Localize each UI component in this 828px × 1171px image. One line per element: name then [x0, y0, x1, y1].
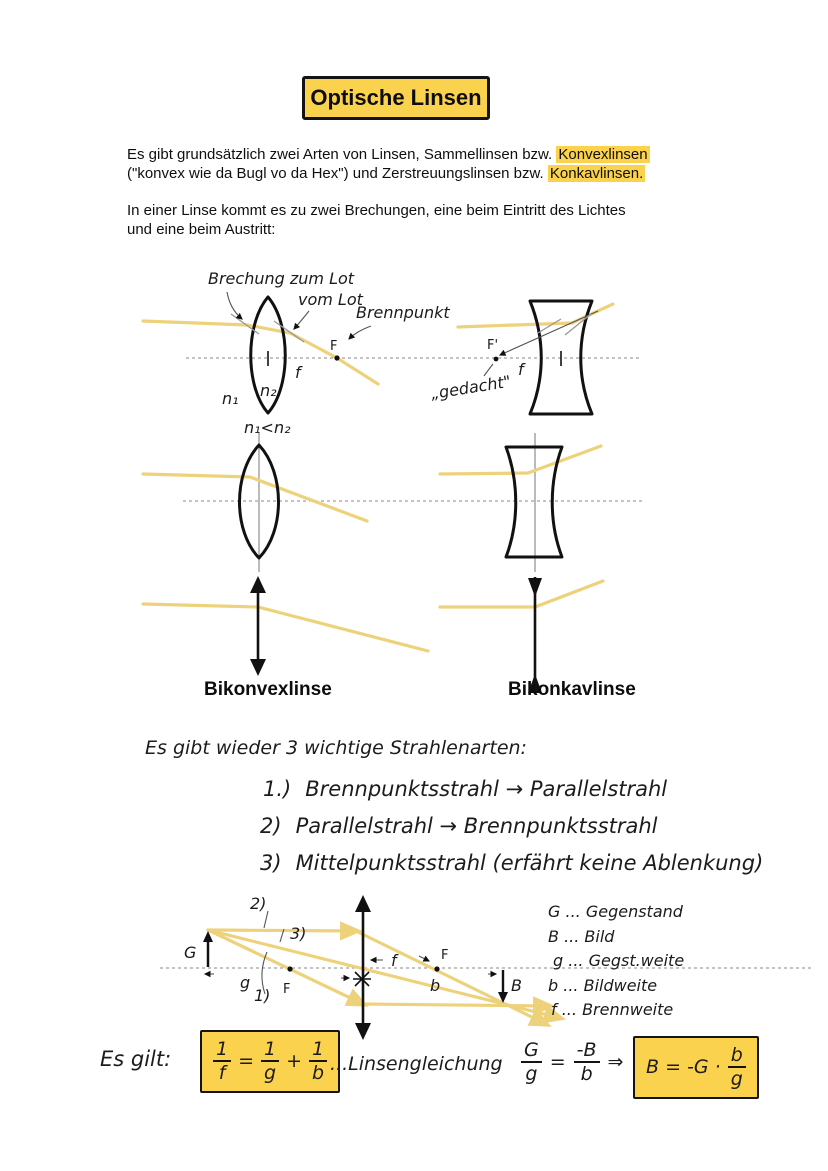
n2-label: n₂	[260, 381, 277, 400]
fraction-1-f: $\frac{1}{f}$	[213, 1039, 231, 1084]
n1-label: n₁	[222, 389, 239, 408]
legend-line: b ... Bildweite	[548, 976, 658, 995]
intro-p2-text2: und eine beim Austritt:	[127, 220, 276, 238]
legend-line: f ... Brennweite	[551, 1000, 674, 1019]
legend-line: g ... Gegst.weite	[553, 951, 685, 970]
light-ray-convex2	[143, 474, 367, 521]
ray-type-item-3	[260, 851, 763, 875]
f-arrow-right	[419, 956, 429, 961]
concave-lens-symbol	[528, 577, 542, 694]
page-title: Optische Linsen	[310, 85, 482, 110]
focal-point-dot	[334, 355, 339, 360]
fraction-1-g: $\frac{1}{g}$	[261, 1039, 279, 1084]
light-ray-concave2	[440, 446, 601, 474]
gedacht-label: „gedacht"	[429, 371, 513, 404]
legend-line: B ... Bild	[548, 927, 615, 946]
ray2-number: 2)	[250, 894, 267, 913]
result-equation-box	[633, 1036, 759, 1099]
highlight-konvexlinsen: Konvexlinsen	[558, 146, 648, 163]
construction-rays	[208, 930, 560, 1024]
focal-point-right-dot	[434, 966, 439, 971]
equals-sign: =	[238, 1050, 255, 1073]
ray-type-num: 2)	[260, 814, 282, 838]
ray2-tick	[264, 911, 268, 928]
object-label: G	[184, 943, 197, 962]
image-label: B	[511, 976, 522, 995]
light-ray-convex	[143, 321, 378, 384]
lens-equation-box	[200, 1030, 340, 1093]
legend-line: G ... Gegenstand	[548, 902, 683, 921]
implies-arrow: ⇒	[607, 1051, 624, 1074]
convex-lens-caption: Bikonvexlinse	[204, 679, 332, 700]
brechung-zum-lot-label: Brechung zum Lot	[208, 269, 355, 288]
focal-length-label2: f	[518, 360, 524, 379]
ray-type-item-2	[260, 814, 657, 838]
intro-p1-text2: ("konvex wie da Bugl vo da Hex") und Zerstreuungslinsen bzw.	[127, 164, 548, 182]
focal-point-label: F	[330, 339, 338, 354]
light-ray-convex-symbol	[143, 604, 428, 651]
focal-point-right-label: F	[441, 948, 449, 963]
focal-length-label: f	[295, 363, 301, 382]
concave-lens-caption: Bikonkavlinse	[508, 679, 636, 700]
ray1-number: 1)	[254, 986, 271, 1005]
g-distance-label: g	[240, 973, 251, 992]
light-ray-concave-symbol	[440, 581, 603, 607]
ray3-number: 3)	[290, 924, 307, 943]
fraction-1-b: $\frac{1}{b}$	[309, 1039, 327, 1084]
result-lead: B = -G ·	[646, 1056, 721, 1079]
ray-type-text: Brennpunktsstrahl → Parallelstrahl	[305, 777, 668, 801]
object-arrow	[203, 931, 213, 967]
magnification-equation	[521, 1040, 623, 1085]
fraction-G-g: $\frac{G}{g}$	[521, 1040, 542, 1085]
optical-centre-mark	[341, 972, 371, 986]
ray-type-text: Mittelpunktsstrahl (erfährt keine Ablenkung)	[295, 851, 764, 875]
construction-legend	[548, 902, 684, 1019]
virtual-focal-point-dot	[494, 357, 499, 362]
ray-type-item-1	[263, 777, 667, 801]
es-gilt-label: Es gilt:	[100, 1047, 172, 1071]
highlight-konkavlinsen: Konkavlinsen.	[549, 164, 644, 182]
ray-types-heading: Es gibt wieder 3 wichtige Strahlenarten:	[145, 737, 527, 759]
vom-lot-label: vom Lot	[298, 290, 363, 309]
brennpunkt-label: Brennpunkt	[356, 303, 450, 322]
fraction-b-g: $\frac{b}{g}$	[728, 1045, 746, 1090]
ray-type-text: Parallelstrahl → Brennpunktsstrahl	[295, 814, 658, 838]
plus-sign: +	[286, 1050, 303, 1073]
virtual-focal-label: F'	[487, 338, 499, 353]
fraction-negB-b: $\frac{-B}{b}$	[574, 1040, 600, 1085]
b-distance-label: b	[430, 976, 441, 995]
lens-equation-caption: ...Linsengleichung	[330, 1053, 503, 1075]
ray-type-num: 1.)	[263, 777, 292, 801]
convex-lens-symbol	[250, 576, 266, 676]
image-arrow	[498, 970, 508, 1003]
n-relation-label: n₁<n₂	[244, 418, 291, 437]
focal-point-left-dot	[287, 966, 292, 971]
intro-p1-text: Es gibt grundsätzlich zwei Arten von Linsen, Sammellinsen bzw.	[127, 146, 557, 163]
equals-sign: =	[549, 1051, 566, 1074]
f-label: f	[391, 951, 397, 970]
focal-point-left-label: F	[283, 982, 291, 997]
intro-p2-text: In einer Linse kommt es zu zwei Brechungen, eine beim Eintritt des Lichtes	[127, 202, 626, 219]
ray-type-num: 3)	[260, 851, 282, 875]
